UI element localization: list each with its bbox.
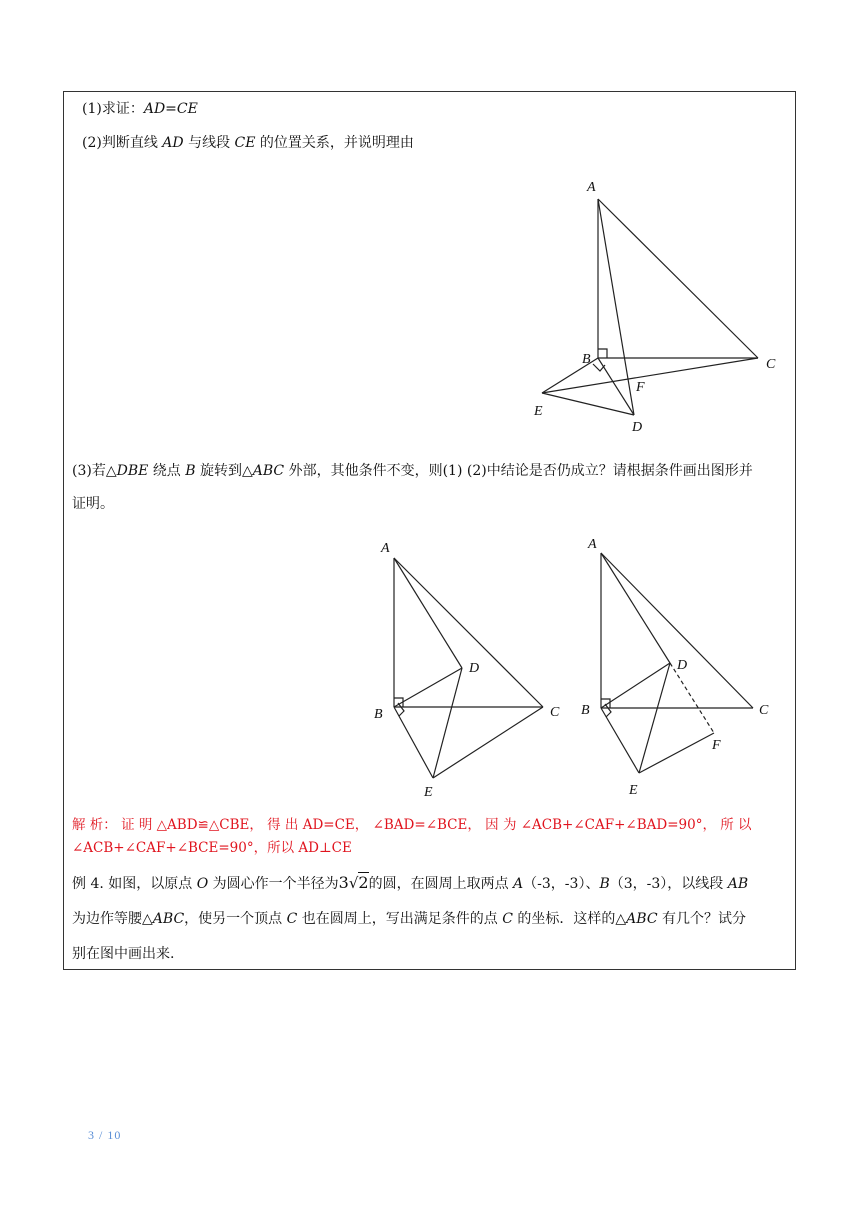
- question-3-line-2: 证明。: [72, 496, 114, 512]
- label-E: E: [534, 404, 543, 419]
- label-D: D: [632, 420, 643, 435]
- question-1-text: (1)求证：: [82, 101, 144, 117]
- label-F: F: [636, 380, 645, 395]
- geometry-figure-1: [525, 175, 785, 435]
- question-1-expr: AD=CE: [143, 101, 198, 117]
- question-3: (3)若△DBE 绕点 B 旋转到△ABC 外部，其他条件不变，则(1) (2)中结论是否仍成立？请根据条件画出图形并: [72, 463, 753, 479]
- example-4-line-1: 例 4. 如图，以原点 O 为圆心作一个半径为3√2的圆，在圆周上取两点 A（-3，-3）、B（3，-3），以线段 AB: [72, 873, 749, 892]
- geometry-figure-3: [575, 530, 790, 805]
- label-D: D: [677, 658, 688, 673]
- label-E: E: [629, 783, 638, 798]
- label-C: C: [550, 705, 560, 720]
- question-2: (2)判断直线 AD 与线段 CE 的位置关系，并说明理由: [82, 135, 414, 151]
- label-F: F: [712, 738, 721, 753]
- label-C: C: [759, 703, 769, 718]
- label-D: D: [469, 661, 480, 676]
- label-A: A: [588, 537, 597, 552]
- label-B: B: [374, 707, 383, 722]
- label-B: B: [581, 703, 590, 718]
- geometry-figure-2: [370, 535, 570, 805]
- example-4-line-2: 为边作等腰△ABC，使另一个顶点 C 也在圆周上，写出满足条件的点 C 的坐标．这样的△ABC 有几个？试分: [72, 911, 746, 927]
- radius-value: 3√2: [338, 873, 369, 892]
- analysis-line-1: 解 析： 证 明 △ABD≌△CBE， 得 出 AD=CE， ∠BAD=∠BCE， 因 为 ∠ACB+∠CAF+∠BAD=90°， 所 以: [72, 817, 752, 833]
- label-B: B: [582, 352, 591, 367]
- analysis-line-2: ∠ACB+∠CAF+∠BCE=90°，所以 AD⊥CE: [72, 840, 352, 856]
- label-A: A: [381, 541, 390, 556]
- page-number: 3 / 10: [88, 1128, 122, 1142]
- question-1: [82, 99, 198, 119]
- label-E: E: [424, 785, 433, 800]
- label-C: C: [766, 357, 776, 372]
- example-4-line-3: 别在图中画出来.: [72, 946, 175, 962]
- label-A: A: [587, 180, 596, 195]
